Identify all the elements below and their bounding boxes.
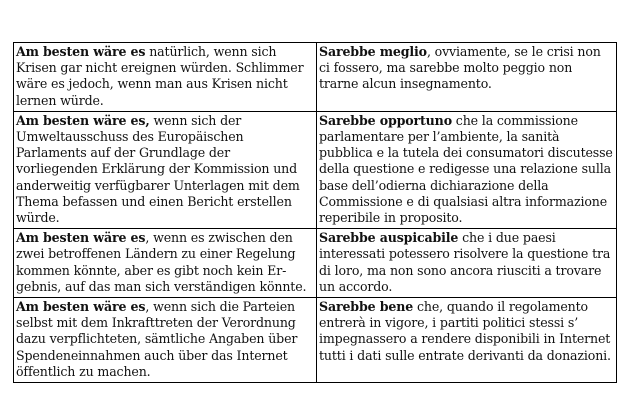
italian-text: che la commissione parlamentare per l’ambiente, la sanità pubblica e la tutela dei consumatori discutesse della questione e redigesse una relazione sulla base dell’odierna dichiarazione della Commissione e di qualsiasi altra informazione reperibile in proposito. (319, 112, 613, 226)
italian-lead-phrase: Sarebbe auspicabile (319, 230, 459, 246)
italian-lead-phrase: Sarebbe opportuno (319, 112, 452, 128)
italian-cell (317, 298, 617, 383)
german-text: , wenn es zwischen den zwei betroffenen Ländern zu einer Regelung kommen könnte, aber es gibt noch kein Er-gebnis, auf das man sich verständigen könnte. (16, 230, 307, 294)
italian-cell (317, 229, 617, 298)
german-lead-phrase: Am besten wäre es (16, 299, 146, 315)
german-text: , wenn sich die Parteien selbst mit dem Inkrafttreten der Verordnung dazu verpflichteten, sämtliche Angaben über Spendeneinnahmen auch über das Internet öffentlich zu machen. (16, 299, 298, 379)
italian-cell (317, 111, 617, 228)
table-row (14, 43, 617, 112)
german-cell (14, 43, 317, 112)
german-lead-phrase: Am besten wäre es, (16, 112, 150, 128)
german-cell (14, 229, 317, 298)
table-row (14, 298, 617, 383)
german-lead-phrase: Am besten wäre es (16, 230, 146, 246)
document-page (13, 42, 613, 383)
italian-lead-phrase: Sarebbe meglio (319, 44, 427, 59)
german-cell (14, 298, 317, 383)
italian-lead-phrase: Sarebbe bene (319, 299, 414, 315)
german-text: natürlich, wenn sich Krisen gar nicht ereignen würden. Schlimmer wäre es jedoch, wenn man aus Krisen nicht lernen würde. (16, 44, 304, 108)
german-text: wenn sich der Umweltausschuss des Europäischen Parlaments auf der Grundlage der vorliegenden Erklärung der Kommission und anderweitig verfügbarer Unterlagen mit dem Thema befassen und einen Bericht erstellen würde. (16, 112, 300, 226)
parallel-text-table (13, 42, 617, 383)
italian-cell (317, 43, 617, 112)
table-row (14, 111, 617, 228)
table-row (14, 229, 617, 298)
german-lead-phrase: Am besten wäre es (16, 44, 146, 59)
german-cell (14, 111, 317, 228)
italian-text: che, quando il regolamento entrerà in vigore, i partiti politici stessi s’ impegnassero a rendere disponibili in Internet tutti i dati sulle entrate derivanti da donazioni. (319, 299, 611, 363)
italian-text: , ovviamente, se le crisi non ci fossero, ma sarebbe molto peggio non trarne alcun insegnamento. (319, 44, 601, 92)
italian-text: che i due paesi interessati potessero risolvere la questione tra di loro, ma non sono ancora riusciti a trovare un accordo. (319, 230, 611, 294)
